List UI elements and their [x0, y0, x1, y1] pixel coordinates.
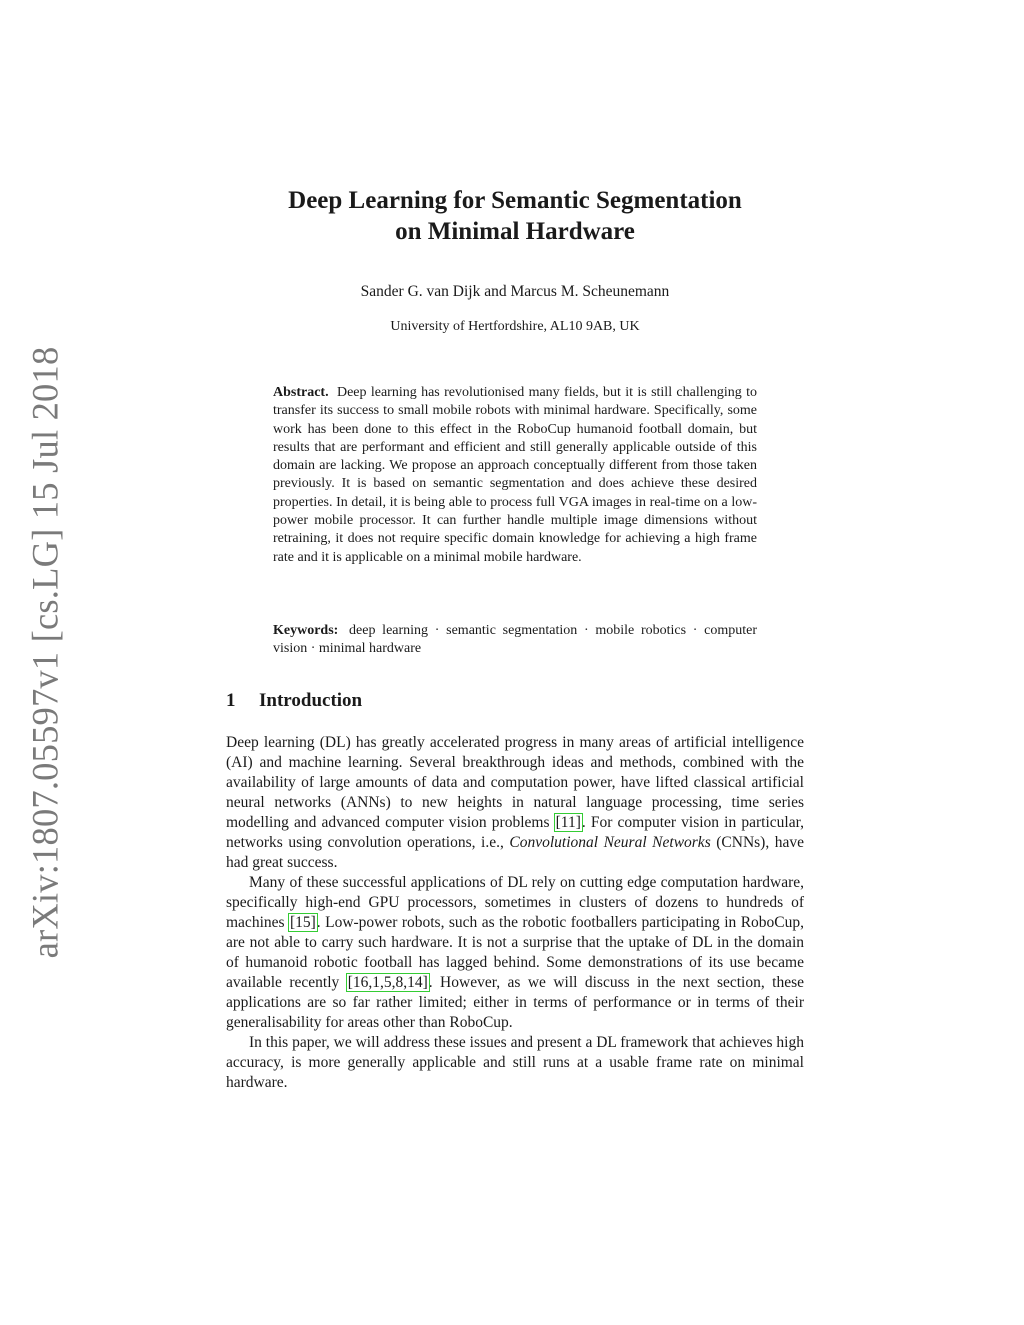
paragraph-2-text-c: . However, as we will discuss in the next section, these applications are so far rather limited; either in terms of performance or in terms of their generalisability for areas other than RoboCup. [226, 974, 805, 1031]
citation-link[interactable]: [15] [289, 914, 316, 931]
paragraph-1-emphasis: Convolutional Neural Networks [509, 834, 711, 851]
paragraph-3: In this paper, we will address these issues and present a DL framework that achieves high accuracy, is more generally applicable and still runs at a usable frame rate on minimal hardware. [226, 1034, 804, 1091]
abstract-block [273, 384, 757, 567]
arxiv-identifier-stamp [20, 346, 70, 958]
keywords-text: deep learning · semantic segmentation · mobile robotics · computer vision · minimal hardware [273, 623, 758, 657]
paper-title-line-1: Deep Learning for Semantic Segmentation [288, 187, 742, 214]
section-title: Introduction [259, 690, 363, 711]
abstract-label: Abstract. [273, 385, 329, 400]
paragraph-2-text-a: Many of these successful applications of DL rely on cutting edge computation hardware, specifically high-end GPU processors, sometimes in clusters of dozens to hundreds of machines [226, 874, 804, 931]
abstract-text: Deep learning has revolutionised many fields, but it is still challenging to transfer its success to small mobile robots with minimal hardware. Specifically, some work has been done to this effect in the RoboCup humanoid football domain, but results that are performant and efficient and still generally applicable outside of this domain are lacking. We propose an approach conceptually different from those taken previously. It is based on semantic segmentation and does achieve these desired properties. In detail, it is being able to process full VGA images in real-time on a low-power mobile processor. It can further handle multiple image dimensions without retraining, it does not require specific domain knowledge for achieving a high frame rate and it is applicable on a minimal mobile hardware. [273, 385, 757, 565]
citation-group-link[interactable]: [16,1,5,8,14] [347, 974, 428, 991]
paragraph-2-text-b: . Low-power robots, such as the robotic footballers participating in RoboCup, are not able to carry such hardware. It is not a surprise that the uptake of DL in the domain of humanoid robotic football has lagged behind. Some demonstrations of its use became available recently [226, 914, 804, 991]
citation-link[interactable]: [11] [555, 814, 581, 831]
section-heading-introduction [226, 690, 362, 712]
paper-title [0, 185, 1024, 247]
paragraph-2 [226, 873, 804, 1033]
arxiv-identifier-text: arXiv:1807.05597v1 [cs.LG] 15 Jul 2018 [24, 346, 66, 958]
paper-affiliation: University of Hertfordshire, AL10 9AB, UK [390, 319, 640, 334]
section-number: 1 [226, 690, 236, 711]
paragraph-1 [226, 733, 804, 873]
paragraph-1-text-b: . For computer vision in particular, networks using convolution operations, i.e., [226, 814, 804, 851]
keywords-block [273, 622, 757, 659]
paragraph-1-text-a: Deep learning (DL) has greatly accelerated progress in many areas of artificial intelligence (AI) and machine learning. Several breakthrough ideas and methods, combined with the availability of large amounts of data and computation power, have lifted classical artificial neural networks (ANNs) to new heights in natural language processing, time series modelling and advanced computer vision problems [226, 734, 804, 831]
keywords-label: Keywords: [273, 623, 339, 638]
paper-title-line-2: on Minimal Hardware [395, 218, 635, 245]
paper-authors: Sander G. van Dijk and Marcus M. Scheunemann [360, 283, 670, 300]
introduction-body [226, 733, 804, 1093]
paragraph-1-text-c: (CNNs), have had great success. [226, 834, 805, 871]
